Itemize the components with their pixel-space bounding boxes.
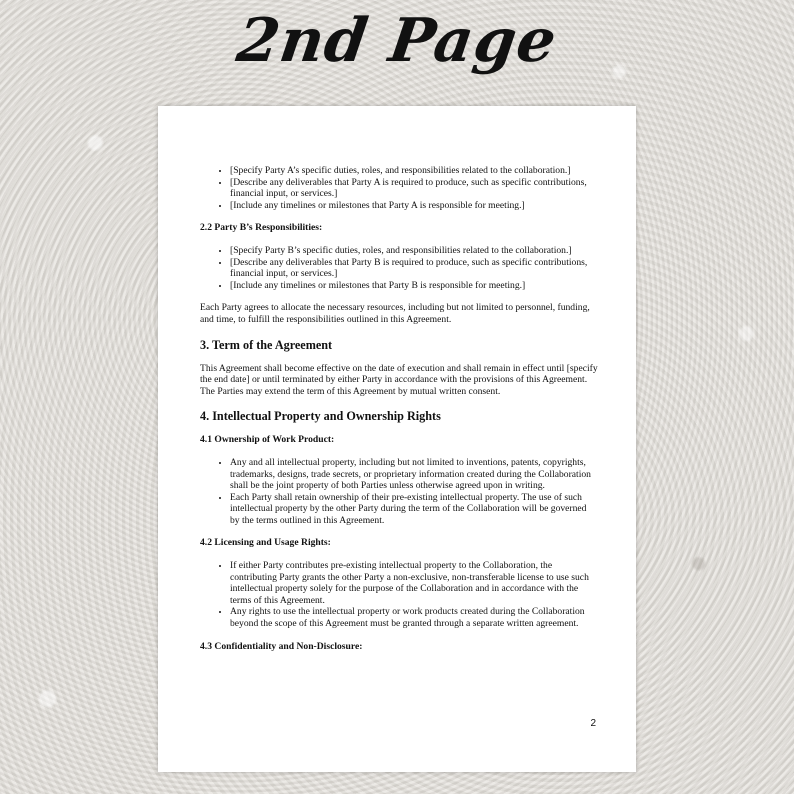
banner-title: 2nd Page [232,6,562,76]
document-page [158,106,636,772]
section-4-3-heading: 4.3 Confidentiality and Non-Disclosure: [200,640,363,652]
resources-paragraph: Each Party agrees to allocate the necessary resources, including but not limited to personnel, funding, and time, to fulfill the responsibilities outlined in this Agreement. [200,302,590,325]
section-4-2-heading: 4.2 Licensing and Usage Rights: [200,537,331,549]
party-b-list [200,245,598,291]
term-paragraph: This Agreement shall become effective on the date of execution and shall remain in effect until [specify the end date] or until terminated by either Party in accordance with the provisions of this Agreement. The Parties may extend the term of this Agreement by mutual written consent. [200,362,598,397]
list-item: • Any and all intellectual property, including but not limited to inventions, patents, copyrights, trademarks, designs, trade secrets, or proprietary information created during the Collaboration shall be the joint property of both Parties unless otherwise agreed upon in writing. [230,457,598,492]
list-item: • Any rights to use the intellectual property or work products created during the Collaboration beyond the scope of this Agreement must be granted through a separate written agreement. [230,606,598,629]
ownership-list [200,457,598,527]
list-item: • Each Party shall retain ownership of their pre-existing intellectual property. The use of such intellectual property by the other Party during the term of the Collaboration will be governed by the terms outlined in this Agreement. [230,492,598,527]
list-item: • [Describe any deliverables that Party A is required to produce, such as specific contributions, financial input, or services.] [230,177,598,200]
licensing-list [200,560,598,630]
document-content [200,165,598,652]
list-item: • [Specify Party B’s specific duties, roles, and responsibilities related to the collaboration.] [230,245,598,257]
list-item: • If either Party contributes pre-existing intellectual property to the Collaboration, the contributing Party grants the other Party a non-exclusive, non-transferable license to use such intellectual property solely for the purpose of the Collaboration and in accordance with the terms of this Agreement. [230,560,598,606]
section-4-1-heading: 4.1 Ownership of Work Product: [200,434,335,446]
party-a-list [200,165,598,211]
section-4-heading: 4. Intellectual Property and Ownership Rights [200,409,441,424]
list-item: • [Describe any deliverables that Party B is required to produce, such as specific contributions, financial input, or services.] [230,257,598,280]
section-3-heading: 3. Term of the Agreement [200,337,333,352]
section-2-2-heading: 2.2 Party B’s Responsibilities: [200,222,323,234]
list-item: • [Include any timelines or milestones that Party B is responsible for meeting.] [230,280,598,292]
page-number: 2 [590,718,596,729]
list-item: • [Specify Party A’s specific duties, roles, and responsibilities related to the collaboration.] [230,165,598,177]
list-item: • [Include any timelines or milestones that Party A is responsible for meeting.] [230,200,598,212]
